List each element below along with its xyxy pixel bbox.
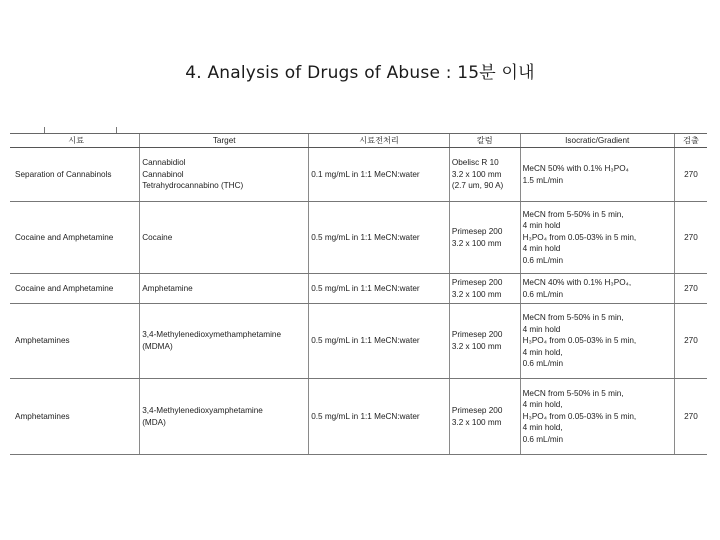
iso-line: 4 min hold	[522, 324, 561, 334]
cell-type: Amphetamines	[10, 379, 140, 455]
target-line: 3,4-Methylenedioxyamphetamine	[142, 405, 263, 415]
cell-isocratic-gradient	[520, 274, 674, 304]
cell-target	[140, 274, 309, 304]
cell-column	[449, 304, 520, 379]
cell-detection: 270	[674, 148, 707, 202]
iso-line: 4 min hold,	[522, 423, 563, 433]
cell-target	[140, 202, 309, 274]
cell-sample-prep: 0.5 mg/mL in 1:1 MeCN:water	[309, 202, 450, 274]
page-title: 4. Analysis of Drugs of Abuse : 15분 이내	[185, 63, 535, 83]
iso-line: H₃PO₄ from 0.05-03% in 5 min,	[522, 232, 637, 242]
column-line: 3.2 x 100 mm	[451, 289, 502, 299]
column-line: 3.2 x 100 mm	[451, 169, 502, 179]
cell-isocratic-gradient	[520, 304, 674, 379]
iso-line: 0.6 mL/min	[522, 434, 564, 444]
cell-target	[140, 379, 309, 455]
iso-line: MeCN from 5-50% in 5 min,	[522, 388, 624, 398]
cell-detection: 270	[674, 202, 707, 274]
target-line: Cocaine	[142, 232, 173, 242]
header-sample-prep: 시료전처리	[309, 134, 450, 148]
cell-detection: 270	[674, 379, 707, 455]
cell-isocratic-gradient	[520, 148, 674, 202]
iso-line: 4 min hold	[522, 244, 561, 254]
target-line: Amphetamine	[142, 283, 193, 293]
cell-type: Amphetamines	[10, 304, 140, 379]
target-line: Cannabinol	[142, 169, 184, 179]
table-row	[10, 202, 707, 274]
iso-line: H₃PO₄ from 0.05-03% in 5 min,	[522, 336, 637, 346]
cell-sample-prep: 0.5 mg/mL in 1:1 MeCN:water	[309, 379, 450, 455]
iso-line: 0.6 mL/min	[522, 289, 564, 299]
cell-column	[449, 274, 520, 304]
iso-line: 0.6 mL/min	[522, 359, 564, 369]
cell-sample-prep: 0.5 mg/mL in 1:1 MeCN:water	[309, 304, 450, 379]
column-line: Primesep 200	[451, 226, 503, 236]
column-line: 3.2 x 100 mm	[451, 342, 502, 351]
cell-sample-prep: 0.5 mg/mL in 1:1 MeCN:water	[309, 274, 450, 304]
iso-line: 4 min hold	[522, 221, 561, 231]
iso-line: MeCN from 5-50% in 5 min,	[522, 313, 624, 323]
table-header	[10, 134, 707, 148]
table-row	[10, 379, 707, 455]
column-line: 3.2 x 100 mm	[451, 238, 502, 248]
cell-target	[140, 304, 309, 379]
cell-detection: 270	[674, 274, 707, 304]
cell-target	[140, 148, 309, 202]
column-line: Primesep 200	[451, 405, 503, 415]
cell-column	[449, 148, 520, 202]
target-line: (MDMA)	[142, 342, 173, 351]
table-row	[10, 304, 707, 379]
column-line: 3.2 x 100 mm	[451, 417, 502, 427]
iso-line: 0.6 mL/min	[522, 255, 564, 265]
iso-line: MeCN from 5-50% in 5 min,	[522, 209, 624, 219]
cell-type: Cocaine and Amphetamine	[10, 274, 140, 304]
header-isocratic-gradient: Isocratic/Gradient	[520, 134, 674, 148]
iso-line: MeCN 40% with 0.1% H₃PO₄,	[522, 277, 632, 287]
header-target: Target	[140, 134, 309, 148]
cell-type: Separation of Cannabinols	[10, 148, 140, 202]
target-line: (MDA)	[142, 417, 166, 427]
header-column: 칼럼	[449, 134, 520, 148]
table-row	[10, 148, 707, 202]
header-type: 시료	[10, 134, 140, 148]
header-detection: 검출	[674, 134, 707, 148]
column-line: Obelisc R 10	[451, 158, 499, 168]
column-line: Primesep 200	[451, 330, 503, 340]
cell-type: Cocaine and Amphetamine	[10, 202, 140, 274]
target-line: Cannabidiol	[142, 158, 186, 168]
cell-isocratic-gradient	[520, 379, 674, 455]
target-line: 3,4-Methylenedioxymethamphetamine	[142, 330, 282, 340]
drugs-of-abuse-table	[10, 133, 707, 455]
cell-column	[449, 379, 520, 455]
cell-column	[449, 202, 520, 274]
iso-line: H₃PO₄ from 0.05-03% in 5 min,	[522, 411, 637, 421]
iso-line: 1.5 mL/min	[522, 175, 564, 185]
column-line: Primesep 200	[451, 277, 503, 287]
iso-line: 4 min hold,	[522, 400, 563, 410]
cell-detection: 270	[674, 304, 707, 379]
cell-isocratic-gradient	[520, 202, 674, 274]
table-header-row	[10, 134, 707, 148]
table-row	[10, 274, 707, 304]
cell-sample-prep: 0.1 mg/mL in 1:1 MeCN:water	[309, 148, 450, 202]
iso-line: MeCN 50% with 0.1% H₃PO₄	[522, 163, 629, 173]
target-line: Tetrahydrocannabino (THC)	[142, 181, 244, 191]
iso-line: 4 min hold,	[522, 347, 563, 357]
column-line: (2.7 um, 90 A)	[451, 181, 504, 191]
